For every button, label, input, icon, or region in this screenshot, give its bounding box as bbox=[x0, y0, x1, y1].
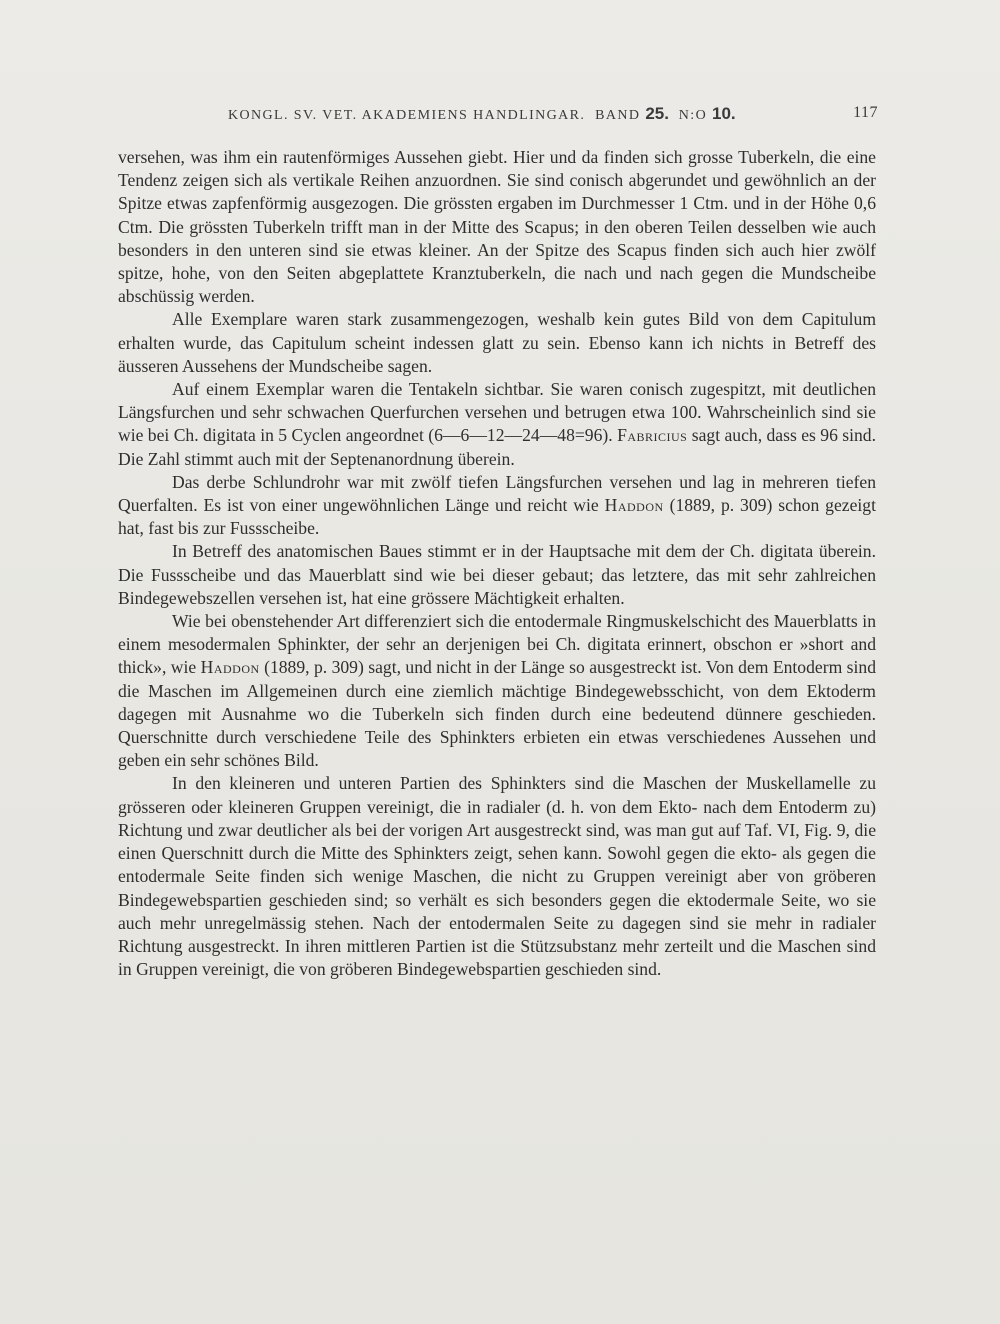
paragraph: In den kleineren und unteren Partien des Sphinkters sind die Maschen der Muskellamelle zu grösseren oder kleineren Gruppen vereinigt, die in radialer (d. h. von dem Ekto- nach dem Entoderm zu) Richtung und zwar deutlicher als bei der vorigen Art ausgestreckt sind, was man gut auf Taf. VI, Fig. 9, die einen Querschnitt durch die Mitte des Sphinkters zeigt, sehen kann. Sowohl gegen die ekto- als gegen die entodermale Seite finden sich wenige Maschen, die nicht zu Gruppen vereinigt aber von gröberen Bindegewebspartien geschieden sind; so verhält es sich besonders gegen die ektodermale Seite, wo sie auch mehr unregelmässig stehen. Nach der entodermalen Seite zu dagegen sind sie mehr in radialer Richtung ausgestreckt. In ihren mittleren Partien ist die Stützsubstanz mehr zerteilt und die Maschen sind in Gruppen vereinigt, die von gröberen Bindegewebspartien geschieden sind. bbox=[118, 773, 876, 980]
body-text bbox=[118, 146, 876, 981]
paragraph: In Betreff des anatomischen Baues stimmt er in der Hauptsache mit dem der Ch. digitata überein. Die Fussscheibe und das Mauerblatt sind wie bei dieser gebaut; das letztere, das mit sehr zahlreichen Bindegewebszellen versehen ist, hat eine grössere Mächtigkeit erhalten. bbox=[118, 541, 876, 608]
journal-header bbox=[228, 104, 736, 124]
band-number: 25. bbox=[645, 104, 669, 123]
band-label: BAND bbox=[595, 108, 641, 123]
paragraph: versehen, was ihm ein rautenförmiges Aussehen giebt. Hier und da finden sich grosse Tuberkeln, die eine Tendenz zeigen sich als vertikale Reihen anzuordnen. Sie sind conisch abgerundet und gewöhnlich an der Spitze etwas zapfenförmig ausgezogen. Die grössten ergaben im Durchmesser 1 Ctm. und in der Höhe 0,6 Ctm. Die grössten Tuberkeln trifft man in der Mitte des Scapus; in den oberen Teilen desselben wie auch besonders in den unteren sind sie etwas kleiner. An der Spitze des Scapus finden sich auch hier zwölf spitze, hohe, von den Seiten abgeplattete Kranztuberkeln, die nach und nach gegen die Mundscheibe abschüssig werden. bbox=[118, 147, 876, 307]
paragraph: Alle Exemplare waren stark zusammengezogen, weshalb kein gutes Bild von dem Capitulum erhalten wurde, das Capitulum scheint indessen glatt zu sein. Ebenso kann ich nichts in Betreff des äusseren Aussehens der Mundscheibe sagen. bbox=[118, 309, 876, 376]
no-label: N:O bbox=[678, 108, 708, 123]
author-name: Fabricius bbox=[617, 425, 688, 446]
issue-number: 10. bbox=[711, 104, 736, 123]
paragraph: Das derbe Schlundrohr war mit zwölf tiefen Längsfurchen versehen und lag in mehreren tiefen Querfalten. Es ist von einer ungewöhnlichen Länge und reicht wie Haddon (1889, p. 309) schon gezeigt hat, fast bis zur Fussscheibe. bbox=[118, 471, 876, 539]
paragraph: Wie bei obenstehender Art differenziert sich die entodermale Ringmuskelschicht des Mauerblatts in einem mesodermalen Sphinkter, der sehr an derjenigen bei Ch. digitata erinnert, obschon er »short and thick», wie Haddon (1889, p. 309) sagt, und nicht in der Länge so ausgestreckt ist. Von dem Entoderm sind die Maschen im Allgemeinen durch eine ziemlich mächtige Bindegewebsschicht, von dem Ektoderm dagegen mit Ausnahme wo die Tuberkeln sich finden durch eine bedeutend dünnere geschieden. Querschnitte durch verschiedene Teile des Sphinkters erbieten ein etwas verschiedenes Aussehen und geben ein sehr schönes Bild. bbox=[118, 611, 877, 771]
page-number: 117 bbox=[853, 104, 878, 121]
paragraph: Auf einem Exemplar waren die Tentakeln sichtbar. Sie waren conisch zugespitzt, mit deutlichen Längsfurchen und sehr schwachen Querfurchen versehen und betrugen etwa 100. Wahrscheinlich sind sie wie bei Ch. digitata in 5 Cyclen angeordnet (6—6—12—24—48=96). Fabricius sagt auch, dass es 96 sind. Die Zahl stimmt auch mit der Septenanordnung überein. bbox=[118, 379, 876, 469]
author-name: Haddon bbox=[604, 495, 664, 516]
journal-title: KONGL. SV. VET. AKADEMIENS HANDLINGAR. bbox=[228, 108, 586, 123]
author-name: Haddon bbox=[200, 657, 260, 678]
